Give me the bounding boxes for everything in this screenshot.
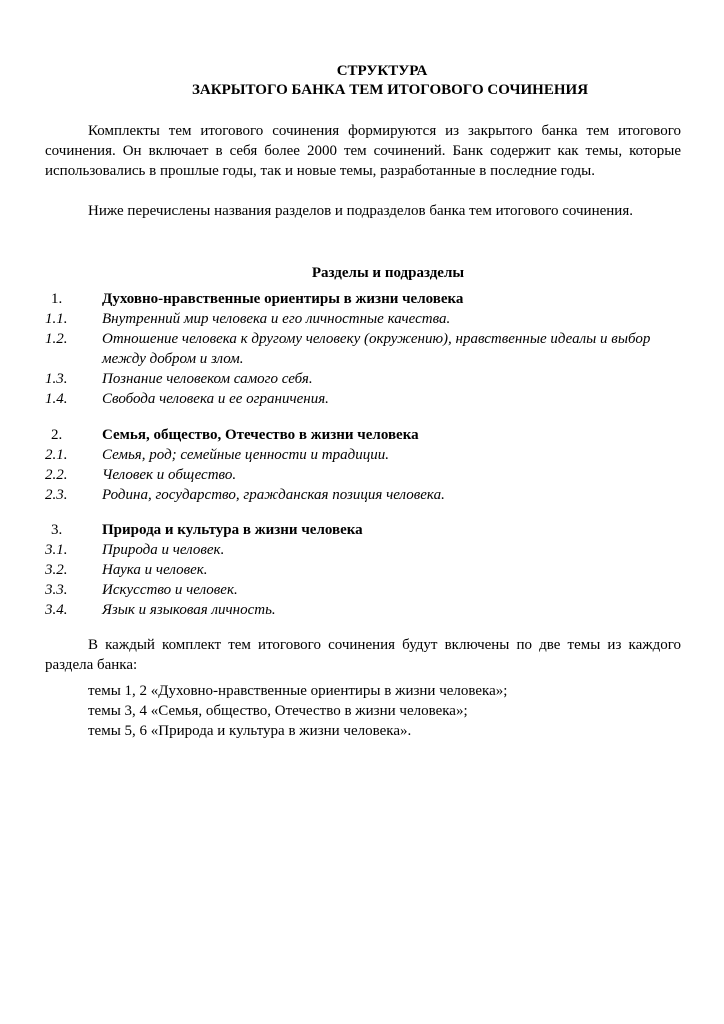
subsection-text: Познание человеком самого себя.: [102, 371, 313, 387]
subsection-number: 1.3.: [45, 371, 68, 387]
themes-line-1: темы 1, 2 «Духовно-нравственные ориентиры в жизни человека»;: [88, 683, 508, 699]
section-3: [45, 520, 685, 620]
section-2: [45, 425, 685, 505]
sections-heading: Разделы и подразделы: [311, 265, 465, 281]
subsection-1-4: [45, 389, 685, 409]
subsection-number: 3.3.: [45, 582, 68, 598]
section-number: 2.: [51, 427, 63, 443]
subsection-text: Человек и общество.: [102, 467, 237, 483]
document-title: [0, 62, 724, 100]
section-1-heading: [45, 289, 685, 309]
section-2-heading: [45, 425, 685, 445]
title-line-2: ЗАКРЫТОГО БАНКА ТЕМ ИТОГОВОГО СОЧИНЕНИЯ: [191, 82, 589, 98]
subsection-2-2: [45, 465, 685, 485]
subsection-number: 3.4.: [45, 602, 68, 618]
intro-paragraph-1: Комплекты тем итогового сочинения формируются из закрытого банка тем итогового сочинения. Он включает в себя более 2000 тем сочинений. Банк содержит как темы, которые использовались в прошлые годы, так и новые темы, разработанные в последние годы.: [45, 123, 681, 179]
themes-line-3: темы 5, 6 «Природа и культура в жизни человека».: [88, 723, 412, 739]
title-line-1: СТРУКТУРА: [336, 63, 428, 79]
themes-line-2: темы 3, 4 «Семья, общество, Отечество в жизни человека»;: [88, 703, 468, 719]
subsection-2-3: [45, 485, 685, 505]
subsection-1-2: [45, 329, 685, 369]
subsection-number: 2.2.: [45, 467, 68, 483]
section-number: 1.: [51, 291, 63, 307]
subsection-3-1: [45, 540, 685, 560]
subsection-text: Искусство и человек.: [102, 582, 238, 598]
subsection-text: Семья, род; семейные ценности и традиции.: [102, 447, 389, 463]
closing-paragraph: В каждый комплект тем итогового сочинения будут включены по две темы из каждого раздела банка:: [45, 637, 681, 673]
subsection-text: Внутренний мир человека и его личностные качества.: [102, 311, 451, 327]
subsection-text: Свобода человека и ее ограничения.: [102, 391, 329, 407]
intro-paragraph-2: Ниже перечислены названия разделов и подразделов банка тем итогового сочинения.: [88, 203, 633, 219]
section-1: [45, 289, 685, 409]
subsection-number: 1.4.: [45, 391, 68, 407]
subsection-3-2: [45, 560, 685, 580]
section-title: Духовно-нравственные ориентиры в жизни человека: [102, 291, 464, 307]
section-3-heading: [45, 520, 685, 540]
subsection-text: Язык и языковая личность.: [102, 602, 276, 618]
subsection-1-3: [45, 369, 685, 389]
subsection-number: 1.1.: [45, 311, 68, 327]
subsection-number: 3.2.: [45, 562, 68, 578]
subsection-1-1: [45, 309, 685, 329]
subsection-text: Отношение человека к другому человеку (окружению), нравственные идеалы и выбор между добром и злом.: [102, 331, 651, 367]
subsection-2-1: [45, 445, 685, 465]
subsection-number: 2.3.: [45, 487, 68, 503]
subsection-3-4: [45, 600, 685, 620]
subsection-number: 1.2.: [45, 331, 68, 347]
subsection-text: Природа и человек.: [102, 542, 225, 558]
section-title: Семья, общество, Отечество в жизни человека: [102, 427, 419, 443]
subsection-3-3: [45, 580, 685, 600]
themes-list: [88, 681, 507, 741]
subsection-text: Родина, государство, гражданская позиция человека.: [102, 487, 445, 503]
subsection-number: 3.1.: [45, 542, 68, 558]
section-number: 3.: [51, 522, 63, 538]
subsection-text: Наука и человек.: [102, 562, 208, 578]
subsection-number: 2.1.: [45, 447, 68, 463]
section-title: Природа и культура в жизни человека: [102, 522, 363, 538]
